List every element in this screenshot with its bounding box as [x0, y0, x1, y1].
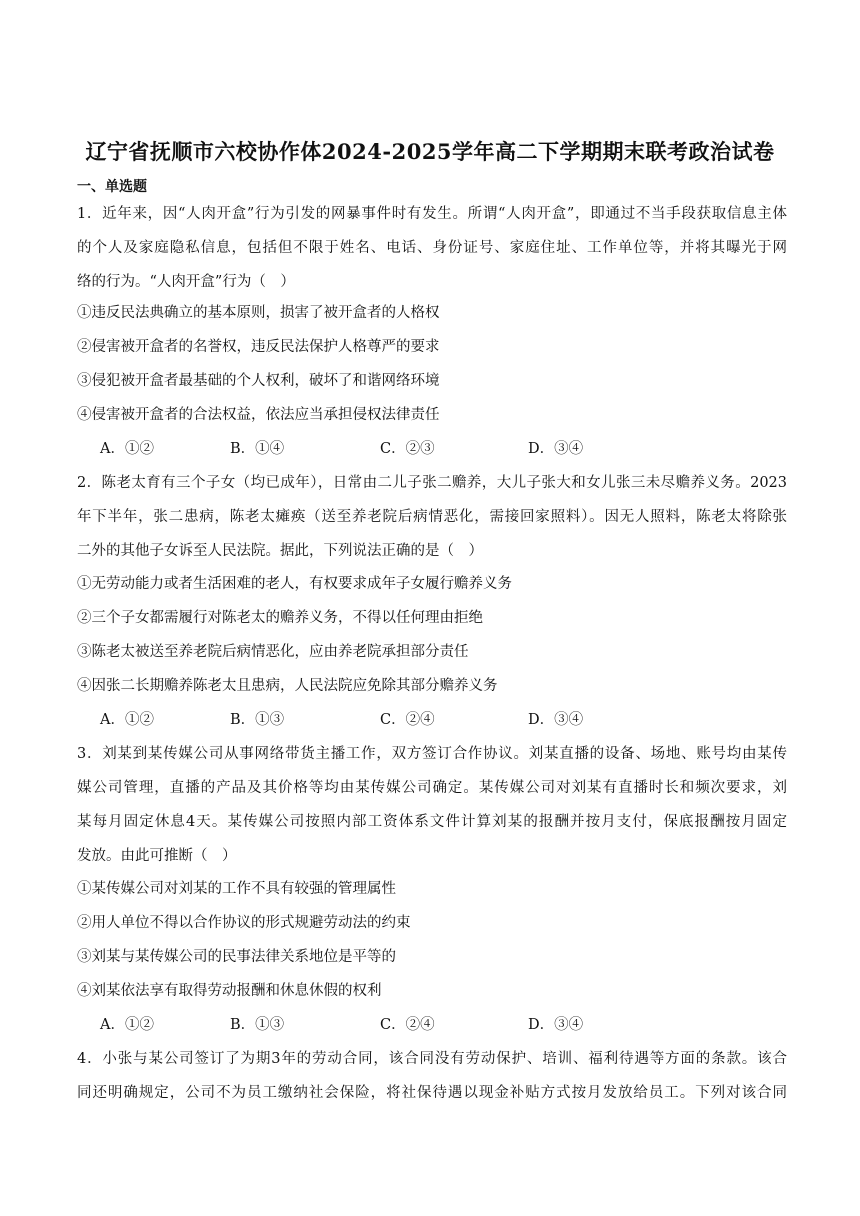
question-3-stem-line-2: 媒公司管理，直播的产品及其价格等均由某传媒公司确定。某传媒公司对刘某有直播时长和频次要求，刘: [77, 780, 787, 796]
question-3-stem-line-4: 发放。由此可推断（ ）: [77, 848, 237, 864]
question-3-stem-line-1: 3．刘某到某传媒公司从事网络带货主播工作，双方签订合作协议。刘某直播的设备、场地、账号均由某传: [77, 746, 787, 762]
option-c: C．②③: [380, 441, 435, 457]
option-c: C．②④: [380, 712, 435, 728]
question-4-stem-line-1: 4．小张与某公司签订了为期3年的劳动合同，该合同没有劳动保护、培训、福利待遇等方面的条款。该合: [77, 1051, 787, 1067]
option-d: D．③④: [528, 441, 584, 457]
section-heading: 一、单选题: [77, 179, 147, 195]
page-title: 辽宁省抚顺市六校协作体2024-2025学年高二下学期期末联考政治试卷: [85, 139, 775, 164]
option-b: B．①④: [230, 441, 285, 457]
question-3-item-2: ②用人单位不得以合作协议的形式规避劳动法的约束: [77, 915, 411, 931]
question-3-item-3: ③刘某与某传媒公司的民事法律关系地位是平等的: [77, 949, 396, 965]
question-2-item-1: ①无劳动能力或者生活困难的老人，有权要求成年子女履行赡养义务: [77, 576, 512, 592]
question-3-item-4: ④刘某依法享有取得劳动报酬和休息休假的权利: [77, 983, 382, 999]
question-2-item-3: ③陈老太被送至养老院后病情恶化，应由养老院承担部分责任: [77, 644, 469, 660]
question-1-stem-line-2: 的个人及家庭隐私信息，包括但不限于姓名、电话、身份证号、家庭住址、工作单位等，并将其曝光于网: [77, 240, 787, 256]
question-2-item-4: ④因张二长期赡养陈老太且患病，人民法院应免除其部分赡养义务: [77, 678, 498, 694]
option-c: C．②④: [380, 1017, 435, 1033]
question-2-stem-line-1: 2．陈老太育有三个子女（均已成年），日常由二儿子张二赡养，大儿子张大和女儿张三未尽赡养义务。2023: [77, 475, 787, 491]
question-2-stem-line-2: 年下半年，张二患病，陈老太瘫痪（送至养老院后病情恶化，需接回家照料）。因无人照料，陈老太将除张: [77, 509, 787, 525]
question-4-stem-line-2: 同还明确规定，公司不为员工缴纳社会保险，将社保待遇以现金补贴方式按月发放给员工。下列对该合同: [77, 1085, 787, 1101]
question-1-item-2: ②侵害被开盒者的名誉权，违反民法保护人格尊严的要求: [77, 339, 440, 355]
question-1-item-1: ①违反民法典确立的基本原则，损害了被开盒者的人格权: [77, 305, 440, 321]
question-2-stem-line-3: 二外的其他子女诉至人民法院。据此，下列说法正确的是（ ）: [77, 543, 483, 559]
question-1-item-3: ③侵犯被开盒者最基础的个人权利，破坏了和谐网络环境: [77, 373, 440, 389]
question-1-options: [100, 439, 800, 459]
question-1-item-4: ④侵害被开盒者的合法权益，依法应当承担侵权法律责任: [77, 407, 440, 423]
option-d: D．③④: [528, 712, 584, 728]
question-1-stem-line-3: 络的行为。“人肉开盒”行为（ ）: [77, 274, 295, 290]
option-a: A．①②: [100, 712, 154, 728]
option-d: D．③④: [528, 1017, 584, 1033]
question-1-stem-line-1: 1．近年来，因“人肉开盒”行为引发的网暴事件时有发生。所谓“人肉开盒”，即通过不当手段获取信息主体: [77, 206, 787, 222]
question-3-options: [100, 1015, 800, 1035]
option-a: A．①②: [100, 441, 154, 457]
question-2-options: [100, 710, 800, 730]
option-b: B．①③: [230, 1017, 285, 1033]
option-b: B．①③: [230, 712, 285, 728]
question-3-stem-line-3: 某每月固定休息4天。某传媒公司按照内部工资体系文件计算刘某的报酬并按月支付，保底报酬按月固定: [77, 814, 787, 830]
question-3-item-1: ①某传媒公司对刘某的工作不具有较强的管理属性: [77, 881, 396, 897]
question-2-item-2: ②三个子女都需履行对陈老太的赡养义务，不得以任何理由拒绝: [77, 610, 483, 626]
option-a: A．①②: [100, 1017, 154, 1033]
